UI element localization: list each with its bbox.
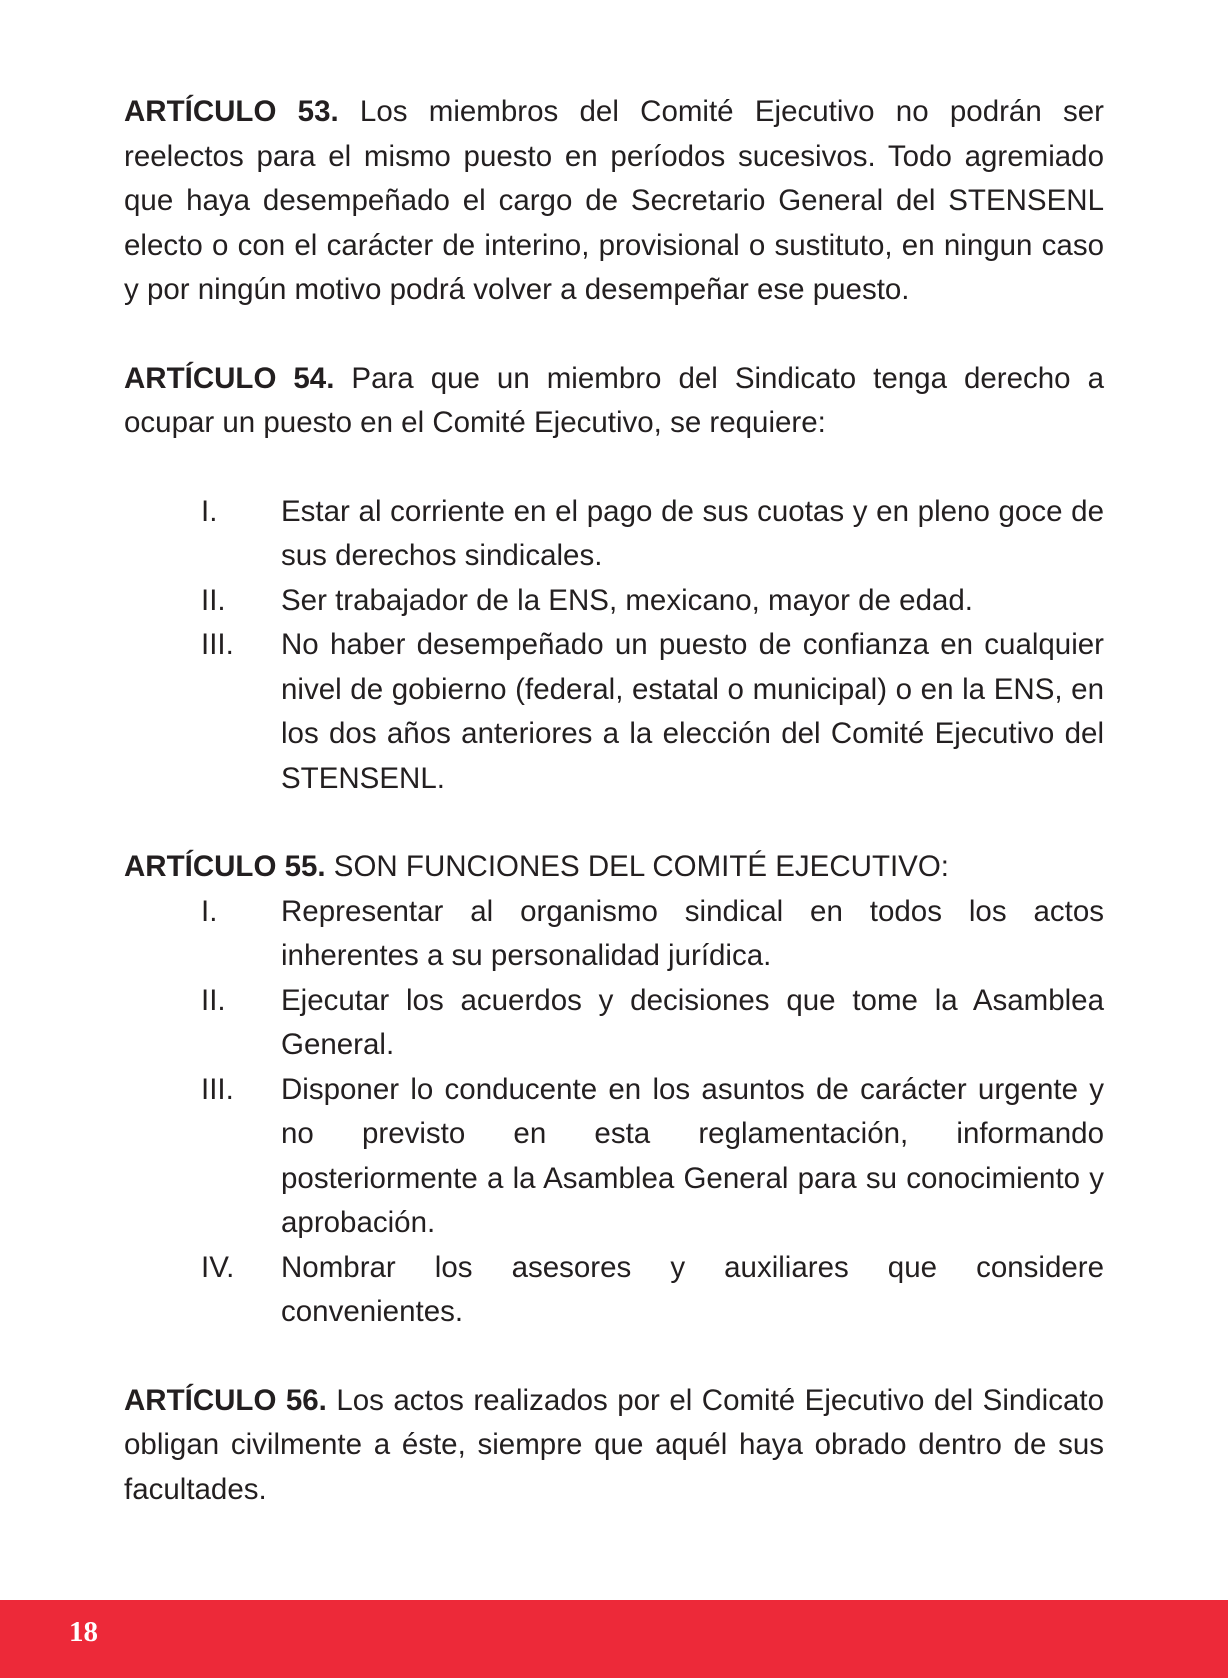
- article-56-heading: ARTÍCULO 56.: [124, 1383, 327, 1417]
- footer-bar: [0, 1600, 1228, 1678]
- article-56: [124, 1379, 1104, 1513]
- article-55: [124, 845, 1104, 890]
- list-item-text: Estar al corriente en el pago de sus cuotas y en pleno goce de sus derechos sindicales.: [281, 494, 1104, 572]
- list-item-text: Disponer lo conducente en los asuntos de carácter urgente y no previsto en esta reglamentación, informando posteriormente a la Asamblea General para su conocimiento y aprobación.: [281, 1072, 1104, 1239]
- list-item: [124, 579, 1104, 624]
- list-item-text: No haber desempeñado un puesto de confianza en cualquier nivel de gobierno (federal, estatal o municipal) o en la ENS, en los dos años anteriores a la elección del Comité Ejecutivo del STENSENL.: [281, 628, 1104, 795]
- article-55-heading: ARTÍCULO 55.: [124, 850, 326, 883]
- list-item-number: II.: [201, 983, 226, 1017]
- list-item-text: Representar al organismo sindical en todos los actos inherentes a su personalidad jurídica.: [281, 894, 1104, 972]
- list-item-number: II.: [201, 583, 226, 617]
- list-item: [124, 1068, 1104, 1246]
- list-item-text: Ser trabajador de la ENS, mexicano, mayor de edad.: [281, 583, 973, 617]
- list-item-number: III.: [201, 1072, 234, 1106]
- article-54-heading: ARTÍCULO 54.: [124, 361, 335, 395]
- article-56-text: Los actos realizados por el Comité Ejecutivo del Sindicato obligan civilmente a éste, siempre que aquél haya obrado dentro de sus facultades.: [124, 1383, 1104, 1506]
- article-55-text: SON FUNCIONES DEL COMITÉ EJECUTIVO:: [325, 850, 949, 883]
- list-item-text: Ejecutar los acuerdos y decisiones que tome la Asamblea General.: [281, 983, 1104, 1061]
- article-53: [124, 90, 1104, 313]
- list-item-number: I.: [201, 894, 218, 928]
- article-53-heading: ARTÍCULO 53.: [124, 95, 339, 128]
- list-item-number: I.: [201, 494, 218, 528]
- article-55-list: [124, 890, 1104, 1335]
- list-item: [124, 623, 1104, 801]
- article-54: [124, 357, 1104, 446]
- page-number: 18: [69, 1616, 98, 1648]
- article-54-text: Para que un miembro del Sindicato tenga derecho a ocupar un puesto en el Comité Ejecutivo, se requiere:: [124, 361, 1104, 439]
- list-item-number: IV.: [201, 1250, 235, 1284]
- list-item: [124, 490, 1104, 579]
- list-item: [124, 890, 1104, 979]
- page-content: [124, 90, 1104, 1512]
- article-54-list: [124, 490, 1104, 802]
- list-item: [124, 1246, 1104, 1335]
- list-item-text: Nombrar los asesores y auxiliares que considere convenientes.: [281, 1250, 1104, 1328]
- list-item: [124, 979, 1104, 1068]
- list-item-number: III.: [201, 628, 234, 661]
- article-53-text: Los miembros del Comité Ejecutivo no podrán ser reelectos para el mismo puesto en períodos sucesivos. Todo agremiado que haya desempeñado el cargo de Secretario General del STENSENL electo o con el carácter de interino, provisional o sustituto, en ningun caso y por ningún motivo podrá volver a desempeñar ese puesto.: [124, 95, 1104, 306]
